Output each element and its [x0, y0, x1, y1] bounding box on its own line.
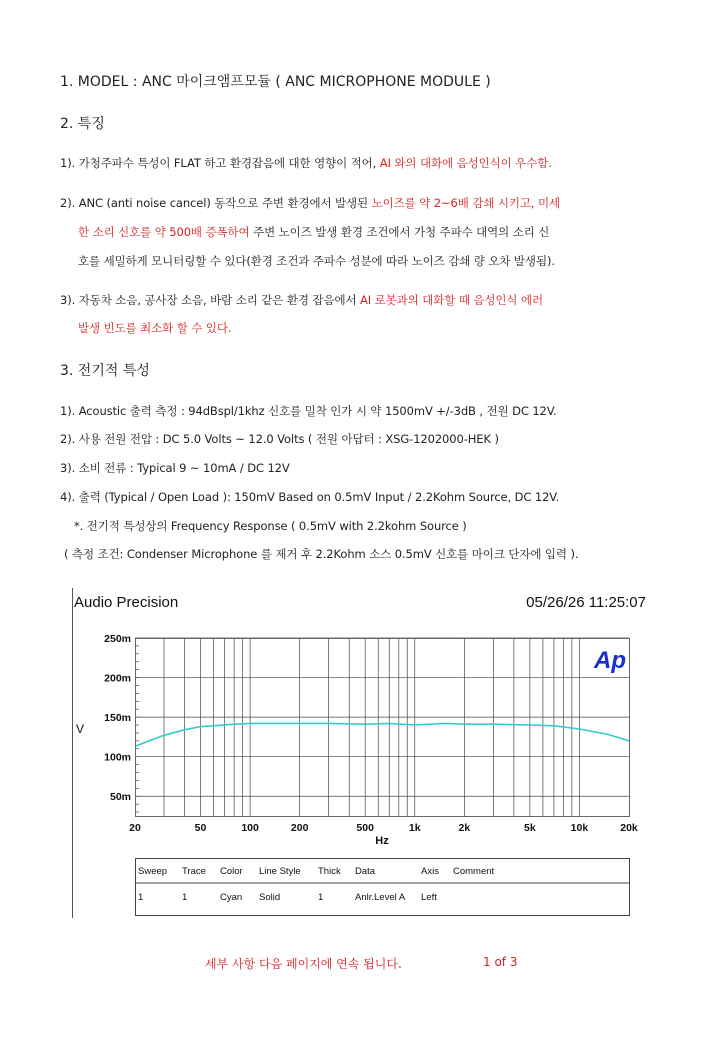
chart-axes: [104, 633, 638, 834]
legend-header-cell: Trace: [182, 866, 206, 877]
y-tick-label: 100m: [104, 751, 131, 764]
footer-continue-note: 세부 사항 다음 페이지에 연속 됩니다.: [205, 957, 402, 971]
feature-3-highlight: AI 로봇과의 대화할 때 음성인식 에러: [360, 293, 543, 307]
chart-legend-table: [135, 859, 630, 916]
legend-header-cell: Color: [220, 866, 243, 877]
feature-1-highlight: AI 와의 대화에 음성인식이 우수함.: [379, 156, 552, 170]
y-axis-label: V: [76, 722, 85, 736]
electrical-note: *. 전기적 특성상의 Frequency Response ( 0.5mV with 2.2kohm Source ): [74, 519, 467, 533]
x-axis-label: Hz: [375, 835, 389, 847]
x-tick-label: 2k: [458, 822, 471, 834]
legend-header-cell: Sweep: [138, 866, 168, 877]
section-electrical-title: 3. 전기적 특성: [60, 363, 150, 379]
model-line: 1. MODEL : ANC 마이크앰프모듈 ( ANC MICROPHONE MODULE ): [60, 74, 491, 90]
electrical-4: 4). 출력 (Typical / Open Load ): 150mV Based on 0.5mV Input / 2.2Kohm Source, DC 12V.: [60, 490, 560, 504]
y-tick-label: 200m: [104, 672, 131, 685]
feature-2-line2: [78, 224, 549, 240]
x-tick-label: 50: [194, 822, 207, 834]
x-tick-label: 10k: [570, 822, 589, 834]
legend-header-cell: Axis: [421, 866, 439, 877]
x-tick-label: 200: [290, 822, 309, 834]
chart-header-left: Audio Precision: [74, 594, 179, 611]
y-tick-label: 50m: [109, 791, 131, 804]
legend-row-cell: Cyan: [220, 892, 243, 903]
feature-2-highlight: 노이즈를 약 2~6배 감쇄 시키고, 미세: [371, 196, 561, 210]
legend-header-cell: Comment: [453, 866, 495, 877]
feature-2-highlight-2: 한 소리 신호를 약 500배 증폭하여: [78, 225, 250, 239]
x-tick-label: 20: [129, 822, 141, 834]
feature-2-text: 2). ANC (anti noise cancel) 동작으로 주변 환경에서 발생된: [60, 196, 372, 210]
legend-row-cell: 1: [138, 892, 144, 903]
x-tick-label: 20k: [620, 822, 638, 834]
feature-2-line1: [60, 195, 560, 211]
plot-frame: [136, 639, 630, 817]
feature-2-text-2: 주변 노이즈 발생 환경 조건에서 가청 주파수 대역의 소리 신: [249, 225, 550, 239]
legend-header-cell: Data: [355, 866, 376, 877]
chart-series-line: [135, 723, 629, 746]
legend-table-frame: [136, 859, 630, 916]
electrical-3: 3). 소비 전류 : Typical 9 ~ 10mA / DC 12V: [60, 461, 290, 475]
chart-header-right: 05/26/26 11:25:07: [526, 594, 646, 611]
chart-svg: [72, 588, 657, 918]
chart-grid: [135, 638, 629, 816]
legend-row-cell: Solid: [259, 892, 281, 903]
legend-header-cell: Line Style: [259, 866, 301, 877]
x-tick-label: 500: [356, 822, 374, 834]
legend-row-cell: Anlr.Level A: [355, 892, 406, 903]
y-tick-label: 250m: [104, 633, 131, 645]
x-tick-label: 100: [241, 822, 259, 834]
feature-2-line3: 호를 세밀하게 모니터링할 수 있다(환경 조건과 주파수 성분에 따라 노이즈 감쇄 량 오차 발생됨).: [78, 254, 555, 268]
legend-header-cell: Thick: [318, 866, 341, 877]
electrical-2: 2). 사용 전원 전압 : DC 5.0 Volts ~ 12.0 Volts ( 전원 아답터 : XSG-1202000-HEK ): [60, 432, 499, 446]
legend-row-cell: Left: [421, 892, 437, 903]
x-tick-label: 5k: [524, 822, 536, 834]
electrical-1: 1). Acoustic 출력 측정 : 94dBspl/1khz 신호를 밀착 인가 시 약 1500mV +/-3dB , 전원 DC 12V.: [60, 404, 557, 418]
section-features-title: 2. 특징: [60, 116, 105, 132]
measurement-condition: ( 측정 조건: Condenser Microphone 를 제거 후 2.2Kohm 소스 0.5mV 신호를 마이크 단자에 입력 ).: [64, 547, 579, 561]
feature-3-line2: 발생 빈도를 최소화 할 수 있다.: [78, 321, 232, 335]
y-tick-label: 150m: [104, 712, 131, 725]
frequency-response-chart: [72, 588, 657, 918]
feature-3-line1: [60, 292, 543, 308]
legend-row-cell: 1: [318, 892, 324, 903]
footer-page-number: 1 of 3: [483, 955, 518, 969]
feature-3-text: 3). 자동차 소음, 공사장 소음, 바람 소리 같은 환경 잡음에서: [60, 293, 361, 307]
ap-logo: Ap: [594, 647, 626, 674]
legend-row-cell: 1: [182, 892, 188, 903]
feature-1: [60, 155, 552, 171]
feature-1-text: 1). 가청주파수 특성이 FLAT 하고 환경잡음에 대한 영향이 적어,: [60, 156, 380, 170]
x-tick-label: 1k: [408, 822, 421, 834]
